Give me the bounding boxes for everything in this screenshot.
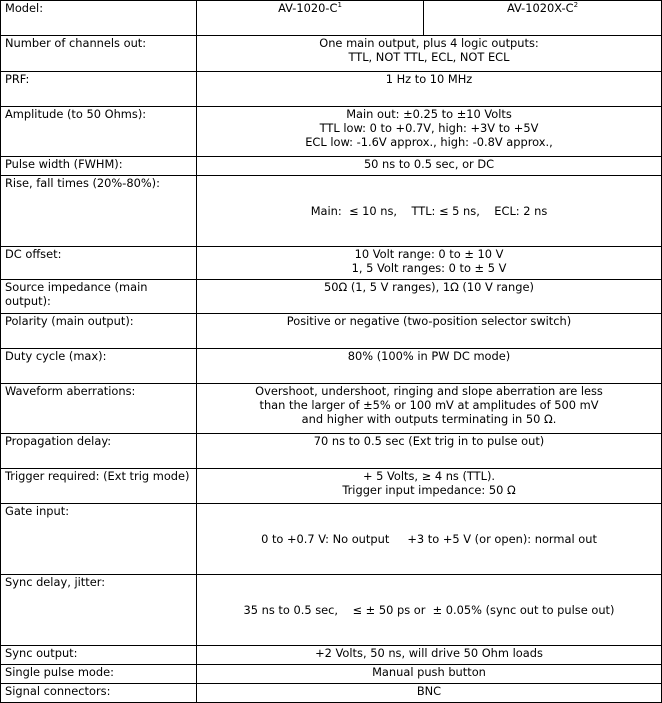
model-label: Model: bbox=[1, 1, 197, 36]
spec-value bbox=[197, 469, 662, 504]
spec-label: Rise, fall times (20%-80%): bbox=[1, 176, 197, 247]
spec-value-line: TTL low: 0 to +0.7V, high: +3V to +5V bbox=[319, 121, 539, 135]
header-row bbox=[1, 1, 662, 36]
spec-value bbox=[197, 36, 662, 72]
spec-row-sync-output bbox=[1, 646, 662, 665]
spec-label: DC offset: bbox=[1, 247, 197, 280]
spec-value-line: 10 Volt range: 0 to ± 10 V bbox=[354, 247, 504, 261]
spec-label: Waveform aberrations: bbox=[1, 384, 197, 434]
spec-label: PRF: bbox=[1, 72, 197, 107]
spec-row-source-impedance bbox=[1, 280, 662, 314]
spec-label: Source impedance (main output): bbox=[1, 280, 197, 314]
spec-value bbox=[197, 434, 662, 469]
spec-value bbox=[197, 646, 662, 665]
spec-value-line: than the larger of ±5% or 100 mV at amplitudes of 500 mV bbox=[259, 398, 599, 412]
spec-value-line: 1, 5 Volt ranges: 0 to ± 5 V bbox=[351, 261, 507, 275]
spec-label: Number of channels out: bbox=[1, 36, 197, 72]
spec-value-line: 50 ns to 0.5 sec, or DC bbox=[363, 157, 495, 171]
spec-value bbox=[197, 107, 662, 157]
spec-label: Gate input: bbox=[1, 504, 197, 575]
model-1-header bbox=[197, 1, 424, 36]
spec-value-line: ECL low: -1.6V approx., high: -0.8V approx., bbox=[305, 135, 553, 149]
spec-value-line: BNC bbox=[416, 684, 442, 698]
spec-value bbox=[197, 157, 662, 176]
spec-row-trigger-required bbox=[1, 469, 662, 504]
spec-label: Single pulse mode: bbox=[1, 665, 197, 684]
model-1-name: AV-1020-C bbox=[278, 1, 338, 15]
spec-value-line: Trigger input impedance: 50 Ω bbox=[342, 483, 516, 497]
spec-value bbox=[197, 280, 662, 314]
spec-value-line: 70 ns to 0.5 sec (Ext trig in to pulse out) bbox=[313, 434, 545, 448]
spec-value bbox=[197, 176, 662, 247]
model-2-header bbox=[424, 1, 662, 36]
spec-row-polarity bbox=[1, 314, 662, 349]
spec-value bbox=[197, 665, 662, 684]
spec-value-line: Positive or negative (two-position selector switch) bbox=[286, 314, 572, 328]
spec-value bbox=[197, 247, 662, 280]
spec-value bbox=[197, 349, 662, 384]
model-2-footnote: 2 bbox=[573, 1, 579, 10]
spec-value-line: 50Ω (1, 5 V ranges), 1Ω (10 V range) bbox=[324, 280, 534, 294]
spec-label: Polarity (main output): bbox=[1, 314, 197, 349]
model-2-name: AV-1020X-C bbox=[506, 1, 574, 15]
spec-value bbox=[197, 504, 662, 575]
spec-row-waveform-aberrations bbox=[1, 384, 662, 434]
spec-row-dc-offset bbox=[1, 247, 662, 280]
spec-row-prf bbox=[1, 72, 662, 107]
spec-label: Sync output: bbox=[1, 646, 197, 665]
spec-value-line: TTL, NOT TTL, ECL, NOT ECL bbox=[348, 50, 510, 64]
spec-label: Sync delay, jitter: bbox=[1, 575, 197, 646]
spec-value-line: 1 Hz to 10 MHz bbox=[385, 72, 473, 86]
spec-label: Propagation delay: bbox=[1, 434, 197, 469]
spec-label: Trigger required: (Ext trig mode) bbox=[1, 469, 197, 504]
spec-value-line: and higher with outputs terminating in 50 Ω. bbox=[301, 412, 557, 426]
spec-value bbox=[197, 684, 662, 703]
spec-value-line: 80% (100% in PW DC mode) bbox=[347, 349, 511, 363]
spec-label: Amplitude (to 50 Ohms): bbox=[1, 107, 197, 157]
spec-value-line: 0 to +0.7 V: No output +3 to +5 V (or open): normal out bbox=[261, 532, 597, 546]
model-1-footnote: 1 bbox=[337, 1, 342, 10]
spec-row-sync-delay bbox=[1, 575, 662, 646]
spec-value bbox=[197, 72, 662, 107]
spec-row-signal-connectors bbox=[1, 684, 662, 703]
spec-row-gate-input bbox=[1, 504, 662, 575]
spec-label: Pulse width (FWHM): bbox=[1, 157, 197, 176]
spec-value-line: Main: ≤ 10 ns, TTL: ≤ 5 ns, ECL: 2 ns bbox=[310, 204, 548, 218]
spec-row-single-pulse bbox=[1, 665, 662, 684]
spec-row-pulse-width bbox=[1, 157, 662, 176]
spec-value bbox=[197, 384, 662, 434]
spec-value bbox=[197, 314, 662, 349]
spec-row-amplitude bbox=[1, 107, 662, 157]
spec-value-line: Manual push button bbox=[372, 665, 486, 679]
spec-value-line: + 5 Volts, ≥ 4 ns (TTL). bbox=[362, 469, 496, 483]
spec-value-line: One main output, plus 4 logic outputs: bbox=[319, 36, 539, 50]
spec-row-rise-fall bbox=[1, 176, 662, 247]
spec-label: Duty cycle (max): bbox=[1, 349, 197, 384]
spec-value-line: Main out: ±0.25 to ±10 Volts bbox=[346, 107, 512, 121]
spec-value bbox=[197, 575, 662, 646]
spec-row-duty-cycle bbox=[1, 349, 662, 384]
spec-row-channels bbox=[1, 36, 662, 72]
spec-value-line: 35 ns to 0.5 sec, ≤ ± 50 ps or ± 0.05% (sync out to pulse out) bbox=[243, 603, 615, 617]
spec-value-line: +2 Volts, 50 ns, will drive 50 Ohm loads bbox=[315, 646, 543, 660]
spec-value-line: Overshoot, undershoot, ringing and slope aberration are less bbox=[255, 384, 603, 398]
spec-label: Signal connectors: bbox=[1, 684, 197, 703]
spec-row-propagation-delay bbox=[1, 434, 662, 469]
